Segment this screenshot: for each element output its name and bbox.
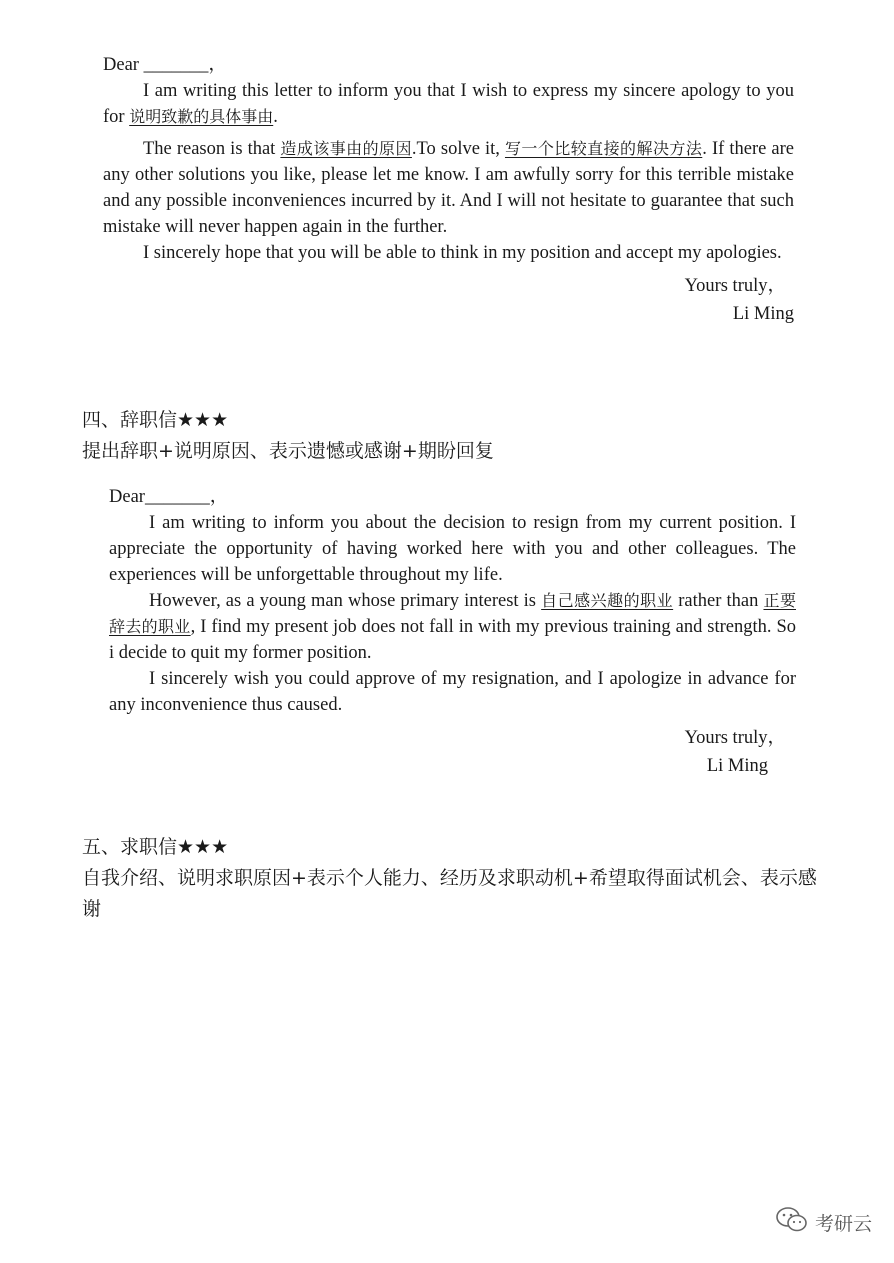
text: . If there are any other solutions you like, please let me know. I am awfully sorry for this terrible mistake and any possible inconveniences incurred by it. And I will not hesitate to guarantee that such mistake will never happen again in the further. [103, 139, 794, 237]
watermark-text: 考研云 [814, 1213, 872, 1235]
placeholder-cn: 自己感兴趣的职业 [541, 591, 674, 610]
wechat-icon [775, 1206, 809, 1239]
signature: Li Ming [706, 756, 768, 776]
text: .To solve it, [411, 139, 505, 159]
watermark [775, 1206, 872, 1239]
closing-block [103, 272, 794, 328]
signature: Li Ming [732, 304, 794, 324]
section-title: 四、辞职信★★★ [82, 409, 229, 431]
salutation: Dear _______， [103, 55, 227, 75]
section-title: 五、求职信★★★ [82, 836, 229, 858]
closing: Yours truly， [684, 728, 786, 748]
closing: Yours truly， [684, 276, 786, 296]
placeholder-cn: 正要辞去的职业 [109, 591, 796, 636]
text: . [273, 107, 278, 127]
text: The reason is that [143, 139, 281, 159]
paragraph [103, 136, 794, 240]
section-outline: 提出辞职+说明原因、表示遗憾或感谢+期盼回复 [82, 440, 494, 462]
section-4 [82, 405, 494, 467]
closing-block [109, 724, 796, 780]
text: I am writing this letter to inform you that I wish to express my sincere apology to you for [103, 81, 794, 127]
section-5 [82, 832, 822, 925]
paragraph [109, 588, 796, 666]
section-outline: 自我介绍、说明求职原因+表示个人能力、经历及求职动机+希望取得面试机会、表示感谢 [82, 867, 817, 920]
paragraph: I am writing to inform you about the decision to resign from my current position. I appreciate the opportunity of having worked here with you and other colleagues. The experiences will be unforgettable throughout my life. [109, 513, 796, 585]
placeholder-cn: 写一个比较直接的解决方法 [504, 139, 703, 158]
text: However, as a young man whose primary interest is [149, 591, 542, 611]
paragraph [103, 78, 794, 130]
paragraph: I sincerely hope that you will be able to think in my position and accept my apologies. [143, 243, 782, 263]
placeholder-cn: 造成该事由的原因 [280, 139, 412, 158]
resignation-letter [109, 484, 796, 780]
text: rather than [673, 591, 764, 611]
paragraph: I sincerely wish you could approve of my resignation, and I apologize in advance for any inconvenience thus caused. [109, 669, 796, 715]
salutation: Dear_______， [109, 487, 229, 507]
text: , I find my present job does not fall in with my previous training and strength. So i decide to quit my former position. [109, 617, 796, 663]
placeholder-cn: 说明致歉的具体事由 [129, 107, 274, 126]
apology-letter [103, 52, 794, 328]
